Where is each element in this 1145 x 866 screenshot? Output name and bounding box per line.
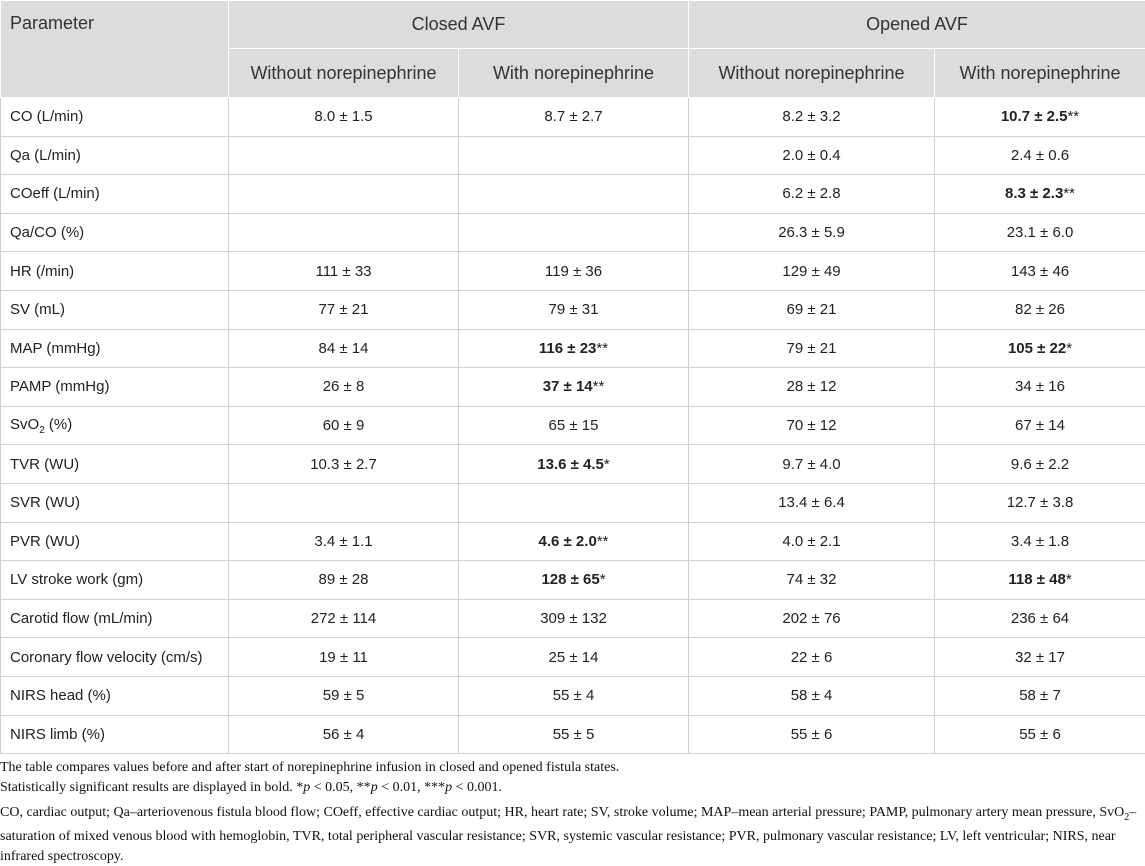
row-value-c2: 37 ± 14** [459, 368, 689, 407]
significance-marker: ** [596, 340, 608, 357]
row-value-c3: 69 ± 21 [689, 290, 935, 329]
row-value-c3: 22 ± 6 [689, 638, 935, 677]
row-value-c4: 3.4 ± 1.8 [935, 522, 1145, 561]
table-row [1, 406, 1145, 445]
row-value-c3: 26.3 ± 5.9 [689, 213, 935, 252]
header-closed-avf: Closed AVF [229, 1, 689, 49]
row-value-c1: 272 ± 114 [229, 599, 459, 638]
row-value-c1: 10.3 ± 2.7 [229, 445, 459, 484]
header-opened-with: With norepinephrine [935, 49, 1145, 98]
row-value-c3: 28 ± 12 [689, 368, 935, 407]
row-value-c1: 60 ± 9 [229, 406, 459, 445]
row-parameter: Qa/CO (%) [1, 213, 229, 252]
row-parameter: COeff (L/min) [1, 175, 229, 214]
row-value-c2: 79 ± 31 [459, 290, 689, 329]
row-value-c1 [229, 483, 459, 522]
row-value-c4: 67 ± 14 [935, 406, 1145, 445]
header-parameter: Parameter [1, 1, 229, 98]
row-value-c1: 26 ± 8 [229, 368, 459, 407]
row-value-c2 [459, 483, 689, 522]
row-parameter: Qa (L/min) [1, 136, 229, 175]
table-row [1, 175, 1145, 214]
table-row [1, 599, 1145, 638]
row-value-c1: 56 ± 4 [229, 715, 459, 754]
significance-marker: ** [1063, 185, 1075, 202]
table-row [1, 715, 1145, 754]
footnote-description: The table compares values before and after start of norepinephrine infusion in closed and opened fistula states. [0, 758, 1140, 778]
row-value-c1: 77 ± 21 [229, 290, 459, 329]
row-value-c3: 9.7 ± 4.0 [689, 445, 935, 484]
row-value-c1 [229, 213, 459, 252]
row-value-c2: 25 ± 14 [459, 638, 689, 677]
row-value-c4: 58 ± 7 [935, 676, 1145, 715]
row-value-c4: 8.3 ± 2.3** [935, 175, 1145, 214]
table-row [1, 522, 1145, 561]
row-value-c3: 2.0 ± 0.4 [689, 136, 935, 175]
row-parameter: PVR (WU) [1, 522, 229, 561]
row-parameter: SV (mL) [1, 290, 229, 329]
row-parameter: MAP (mmHg) [1, 329, 229, 368]
row-value-c2: 55 ± 5 [459, 715, 689, 754]
footnote-abbreviations: CO, cardiac output; Qa–arteriovenous fistula blood flow; COeff, effective cardiac output; HR, heart rate; SV, stroke volume; MAP–mean arterial pressure; PAMP, pulmonary artery mean pressure, SvO$_2$–saturation of mixed venous blood with hemoglobin, TVR, total peripheral vascular resistance; SVR, systemic vascular resistance; PVR, pulmonary vascular resistance; LV, left ventricular; NIRS, near infrared spectroscopy. [0, 803, 1140, 866]
table-row [1, 638, 1145, 677]
row-value-c3: 55 ± 6 [689, 715, 935, 754]
row-value-c2 [459, 175, 689, 214]
row-value-c2: 119 ± 36 [459, 252, 689, 291]
table-row [1, 445, 1145, 484]
row-value-c4: 236 ± 64 [935, 599, 1145, 638]
row-value-c1: 89 ± 28 [229, 561, 459, 600]
row-value-c1 [229, 136, 459, 175]
row-value-c3: 6.2 ± 2.8 [689, 175, 935, 214]
row-parameter: CO (L/min) [1, 98, 229, 137]
row-value-c4: 32 ± 17 [935, 638, 1145, 677]
row-parameter: Carotid flow (mL/min) [1, 599, 229, 638]
row-value-c1: 59 ± 5 [229, 676, 459, 715]
table-row [1, 676, 1145, 715]
row-value-c2: 4.6 ± 2.0** [459, 522, 689, 561]
row-value-c4: 9.6 ± 2.2 [935, 445, 1145, 484]
table-row [1, 213, 1145, 252]
row-value-c1 [229, 175, 459, 214]
table-row [1, 98, 1145, 137]
significance-marker: * [604, 456, 610, 473]
row-value-c3: 70 ± 12 [689, 406, 935, 445]
row-value-c4: 34 ± 16 [935, 368, 1145, 407]
row-value-c4: 55 ± 6 [935, 715, 1145, 754]
row-parameter: SVR (WU) [1, 483, 229, 522]
row-value-c2 [459, 213, 689, 252]
row-value-c1: 19 ± 11 [229, 638, 459, 677]
header-closed-with: With norepinephrine [459, 49, 689, 98]
row-value-c4: 12.7 ± 3.8 [935, 483, 1145, 522]
row-value-c3: 74 ± 32 [689, 561, 935, 600]
row-parameter: LV stroke work (gm) [1, 561, 229, 600]
row-parameter: PAMP (mmHg) [1, 368, 229, 407]
table-row [1, 136, 1145, 175]
row-value-c2: 116 ± 23** [459, 329, 689, 368]
row-value-c3: 8.2 ± 3.2 [689, 98, 935, 137]
row-value-c3: 202 ± 76 [689, 599, 935, 638]
row-value-c4: 10.7 ± 2.5** [935, 98, 1145, 137]
header-closed-without: Without norepinephrine [229, 49, 459, 98]
header-opened-without: Without norepinephrine [689, 49, 935, 98]
significance-marker: * [1066, 571, 1072, 588]
significance-marker: * [1066, 340, 1072, 357]
row-parameter: Coronary flow velocity (cm/s) [1, 638, 229, 677]
row-value-c1: 111 ± 33 [229, 252, 459, 291]
row-parameter: NIRS limb (%) [1, 715, 229, 754]
row-value-c2: 128 ± 65* [459, 561, 689, 600]
row-value-c3: 4.0 ± 2.1 [689, 522, 935, 561]
row-value-c3: 79 ± 21 [689, 329, 935, 368]
table-row [1, 252, 1145, 291]
row-value-c1: 8.0 ± 1.5 [229, 98, 459, 137]
row-value-c4: 143 ± 46 [935, 252, 1145, 291]
row-value-c2: 65 ± 15 [459, 406, 689, 445]
row-value-c2 [459, 136, 689, 175]
table-body [1, 98, 1145, 754]
row-value-c3: 129 ± 49 [689, 252, 935, 291]
row-value-c2: 8.7 ± 2.7 [459, 98, 689, 137]
significance-marker: ** [597, 533, 609, 550]
significance-marker: ** [1067, 108, 1079, 125]
row-value-c4: 82 ± 26 [935, 290, 1145, 329]
row-value-c4: 105 ± 22* [935, 329, 1145, 368]
table-row [1, 368, 1145, 407]
table-footnotes [0, 758, 1140, 866]
row-value-c2: 55 ± 4 [459, 676, 689, 715]
table-row [1, 290, 1145, 329]
row-value-c3: 13.4 ± 6.4 [689, 483, 935, 522]
row-value-c4: 2.4 ± 0.6 [935, 136, 1145, 175]
row-value-c1: 3.4 ± 1.1 [229, 522, 459, 561]
row-parameter: TVR (WU) [1, 445, 229, 484]
row-value-c3: 58 ± 4 [689, 676, 935, 715]
table-row [1, 483, 1145, 522]
significance-marker: ** [593, 378, 605, 395]
row-value-c1: 84 ± 14 [229, 329, 459, 368]
table-row [1, 561, 1145, 600]
row-parameter: HR (/min) [1, 252, 229, 291]
row-value-c2: 309 ± 132 [459, 599, 689, 638]
row-value-c4: 118 ± 48* [935, 561, 1145, 600]
row-value-c4: 23.1 ± 6.0 [935, 213, 1145, 252]
row-parameter: NIRS head (%) [1, 676, 229, 715]
row-value-c2: 13.6 ± 4.5* [459, 445, 689, 484]
significance-marker: * [600, 571, 606, 588]
header-opened-avf: Opened AVF [689, 1, 1145, 49]
footnote-significance: Statistically significant results are displayed in bold. *p < 0.05, **p < 0.01, ***p < 0.001. [0, 778, 1140, 798]
row-parameter: SvO$_2$ (%) [1, 406, 229, 445]
table-row [1, 329, 1145, 368]
